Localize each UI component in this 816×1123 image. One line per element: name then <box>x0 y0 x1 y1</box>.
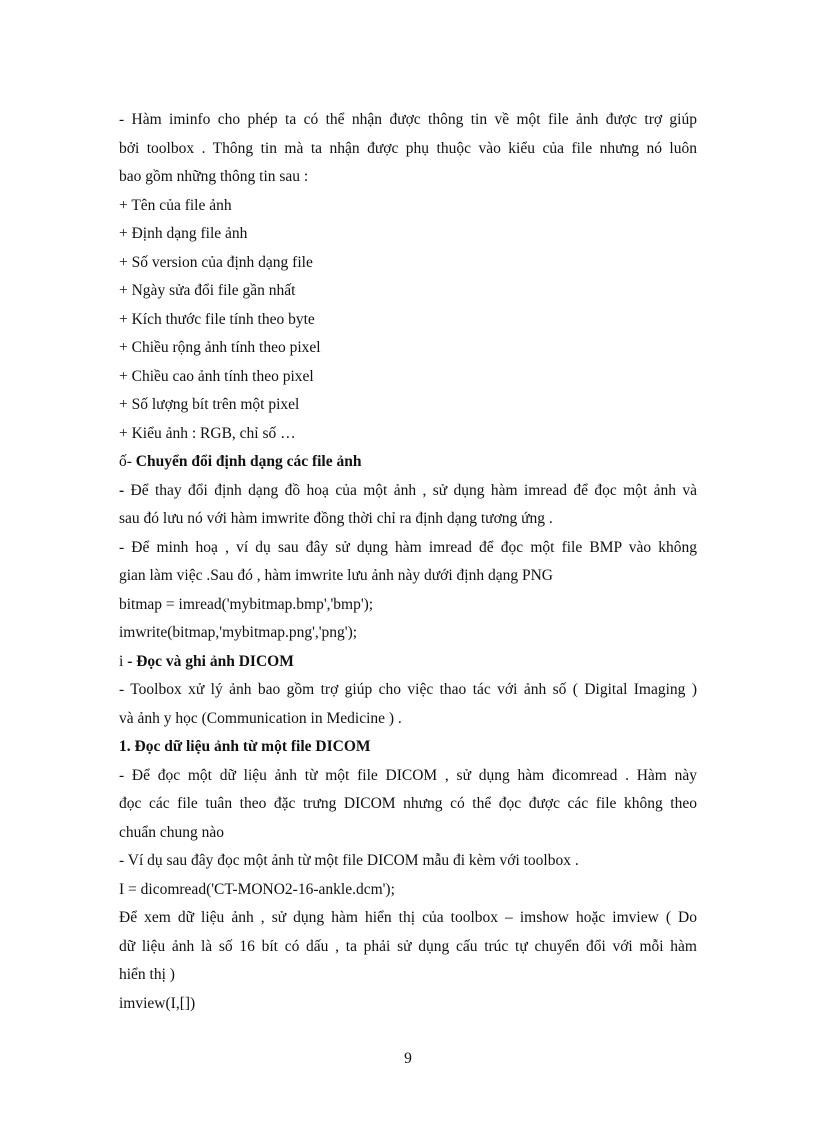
paragraph-line <box>119 477 697 506</box>
section-read-dicom <box>119 733 697 1018</box>
paragraph-line: - Hàm iminfo cho phép ta có thể nhận được thông tin về một file ảnh được trợ giúp <box>119 111 697 128</box>
list-item: + Tên của file ảnh <box>119 196 232 214</box>
list-item: + Định dạng file ảnh <box>119 225 248 242</box>
list-item: + Kích thước file tính theo byte <box>119 310 315 328</box>
page-body <box>119 106 697 1018</box>
paragraph-line: - Để đọc một dữ liệu ảnh từ một file DICOM , sử dụng hàm đicomread . Hàm này <box>119 766 697 784</box>
section-dicom <box>119 648 697 734</box>
paragraph-line: đọc các file tuân theo đặc trưng DICOM nhưng có thể đọc được các file không theo <box>119 795 697 812</box>
paragraph-line: dữ liệu ảnh là số 16 bít có dấu , ta phải sử dụng cấu trúc tự chuyển đổi với mỗi hàm <box>119 937 697 955</box>
heading-text: Chuyển đổi định dạng các file ảnh <box>135 453 362 470</box>
iminfo-paragraph <box>119 106 697 192</box>
list-item: + Số version của định dạng file <box>119 253 313 271</box>
paragraph-line: chuẩn chung nào <box>119 823 225 841</box>
section-heading <box>119 648 697 677</box>
list-item: + Ngày sửa đổi file gần nhất <box>119 282 296 299</box>
heading-text: - Đọc và ghi ảnh DICOM <box>127 652 294 670</box>
paragraph-line: - Để minh hoạ , ví dụ sau đây sử dụng hàm imread để đọc một file BMP vào không <box>119 538 697 556</box>
bold-dash: - <box>119 481 131 499</box>
heading-prefix: i <box>119 652 128 670</box>
code-line: imview(I,[]) <box>119 994 196 1012</box>
paragraph-line: Để xem dữ liệu ảnh , sử dụng hàm hiển thị của toolbox – imshow hoặc imview ( Do <box>119 909 697 926</box>
paragraph-line: sau đó lưu nó với hàm imwrite đồng thời chỉ ra định dạng tương ứng . <box>119 510 553 527</box>
paragraph-line: - Toolbox xử lý ảnh bao gồm trợ giúp cho việc thao tác với ảnh số ( Digital Imaging ) <box>119 681 697 698</box>
list-item: + Chiều cao ảnh tính theo pixel <box>119 367 314 385</box>
section-convert <box>119 448 697 648</box>
paragraph-line: hiển thị ) <box>119 966 175 983</box>
section-heading <box>119 448 697 477</box>
code-line: I = dicomread('CT-MONO2-16-ankle.dcm'); <box>119 880 395 898</box>
info-list <box>119 192 697 449</box>
page-number: 9 <box>404 1050 412 1067</box>
paragraph-line: bởi toolbox . Thông tin mà ta nhận được phụ thuộc vào kiểu của file nhưng nó luôn <box>119 139 697 157</box>
heading-prefix: ố- <box>119 453 136 470</box>
paragraph-line: gian làm việc .Sau đó , hàm imwrite lưu ảnh này dưới định dạng PNG <box>119 567 553 584</box>
section-heading: 1. Đọc dữ liệu ảnh từ một file DICOM <box>119 738 371 755</box>
list-item: + Kiểu ảnh : RGB, chỉ số … <box>119 424 296 442</box>
paragraph-line: và ảnh y học (Communication in Medicine ) . <box>119 709 402 727</box>
list-item: + Số lượng bít trên một pixel <box>119 396 300 413</box>
code-line: imwrite(bitmap,'mybitmap.png','png'); <box>119 624 358 641</box>
code-line: bitmap = imread('mybitmap.bmp','bmp'); <box>119 595 374 613</box>
paragraph-line: - Ví dụ sau đây đọc một ảnh từ một file DICOM mẫu đi kèm với toolbox . <box>119 852 579 869</box>
list-item: + Chiều rộng ảnh tính theo pixel <box>119 339 321 356</box>
paragraph-line: bao gồm những thông tin sau : <box>119 168 309 185</box>
paragraph-text: Để thay đổi định dạng đồ hoạ của một ảnh , sử dụng hàm imread để đọc một ảnh và <box>130 481 697 499</box>
